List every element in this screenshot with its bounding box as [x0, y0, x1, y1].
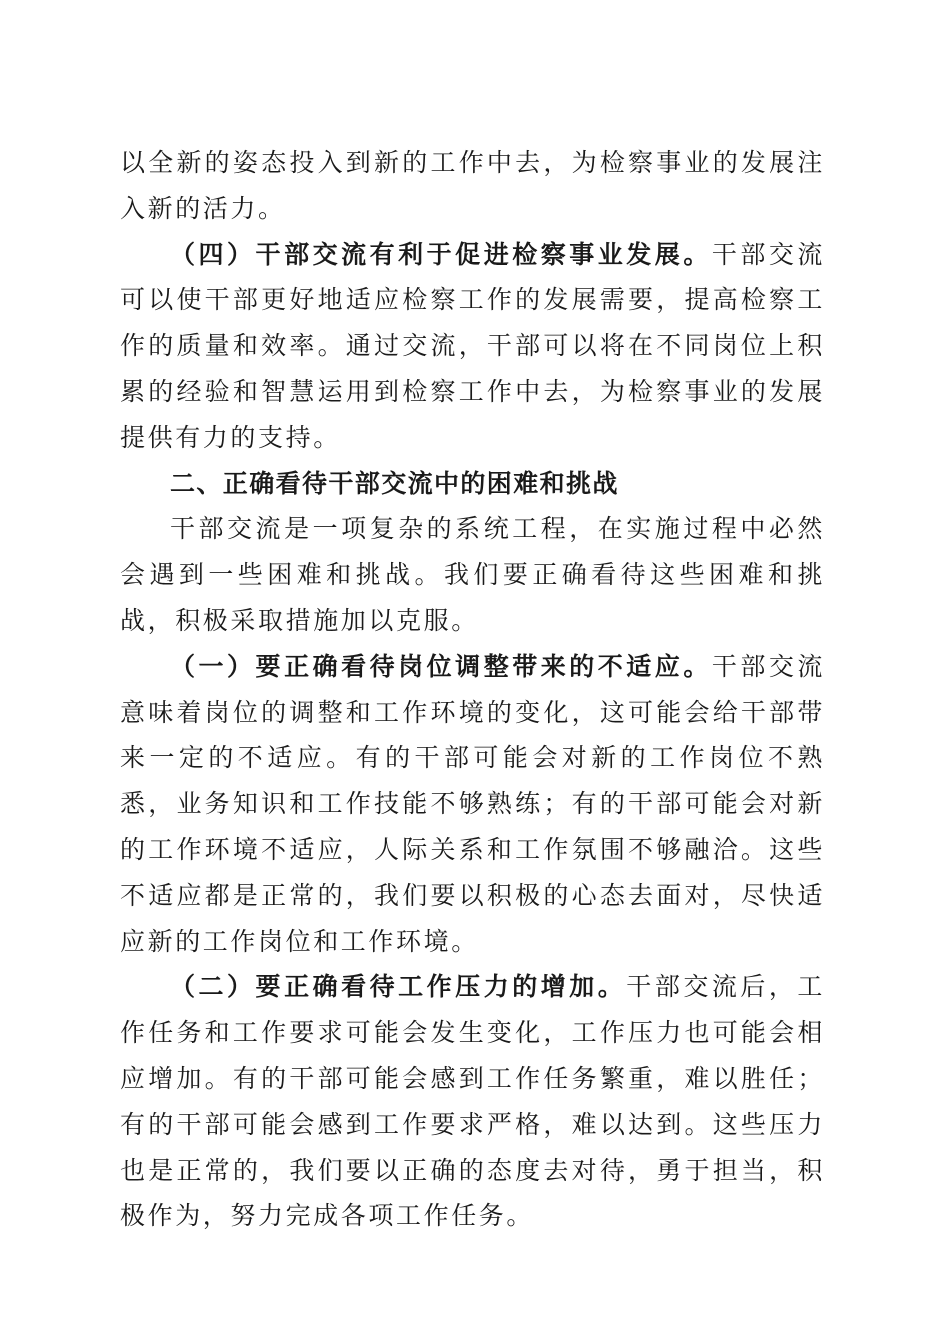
- section-2-heading: 二、正确看待干部交流中的困难和挑战: [170, 468, 619, 498]
- sub-2-body: 干部交流后，工作任务和工作要求可能会发生变化，工作压力也可能会相应增加。有的干部可能会感到工作任务繁重，难以胜任；有的干部可能会感到工作要求严格，难以达到。这些压力也是正常的，我们要以正确的态度去对待，勇于担当，积极作为，努力完成各项工作任务。: [120, 972, 826, 1231]
- item-4-lead: （四）干部交流有利于促进检察事业发展。: [170, 239, 712, 269]
- continuation-paragraph: 以全新的姿态投入到新的工作中去，为检察事业的发展注入新的活力。: [120, 148, 825, 223]
- sub-2-lead: （二）要正确看待工作压力的增加。: [170, 972, 627, 1002]
- sub-1-lead: （一）要正确看待岗位调整带来的不适应。: [170, 651, 712, 681]
- sub-1-paragraph: [120, 644, 825, 965]
- sub-1-body: 干部交流意味着岗位的调整和工作环境的变化，这可能会给干部带来一定的不适应。有的干部可能会对新的工作岗位不熟悉，业务知识和工作技能不够熟练；有的干部可能会对新的工作环境不适应，人际关系和工作氛围不够融洽。这些不适应都是正常的，我们要以积极的心态去面对，尽快适应新的工作岗位和工作环境。: [120, 651, 825, 956]
- item-4-body: 干部交流可以使干部更好地适应检察工作的发展需要，提高检察工作的质量和效率。通过交流，干部可以将在不同岗位上积累的经验和智慧运用到检察工作中去，为检察事业的发展提供有力的支持。: [120, 239, 825, 452]
- section-2-intro: 干部交流是一项复杂的系统工程，在实施过程中必然会遇到一些困难和挑战。我们要正确看待这些困难和挑战，积极采取措施加以克服。: [120, 514, 825, 635]
- item-4-paragraph: [120, 232, 825, 461]
- document-page: [120, 140, 825, 1239]
- sub-2-paragraph: [120, 964, 825, 1239]
